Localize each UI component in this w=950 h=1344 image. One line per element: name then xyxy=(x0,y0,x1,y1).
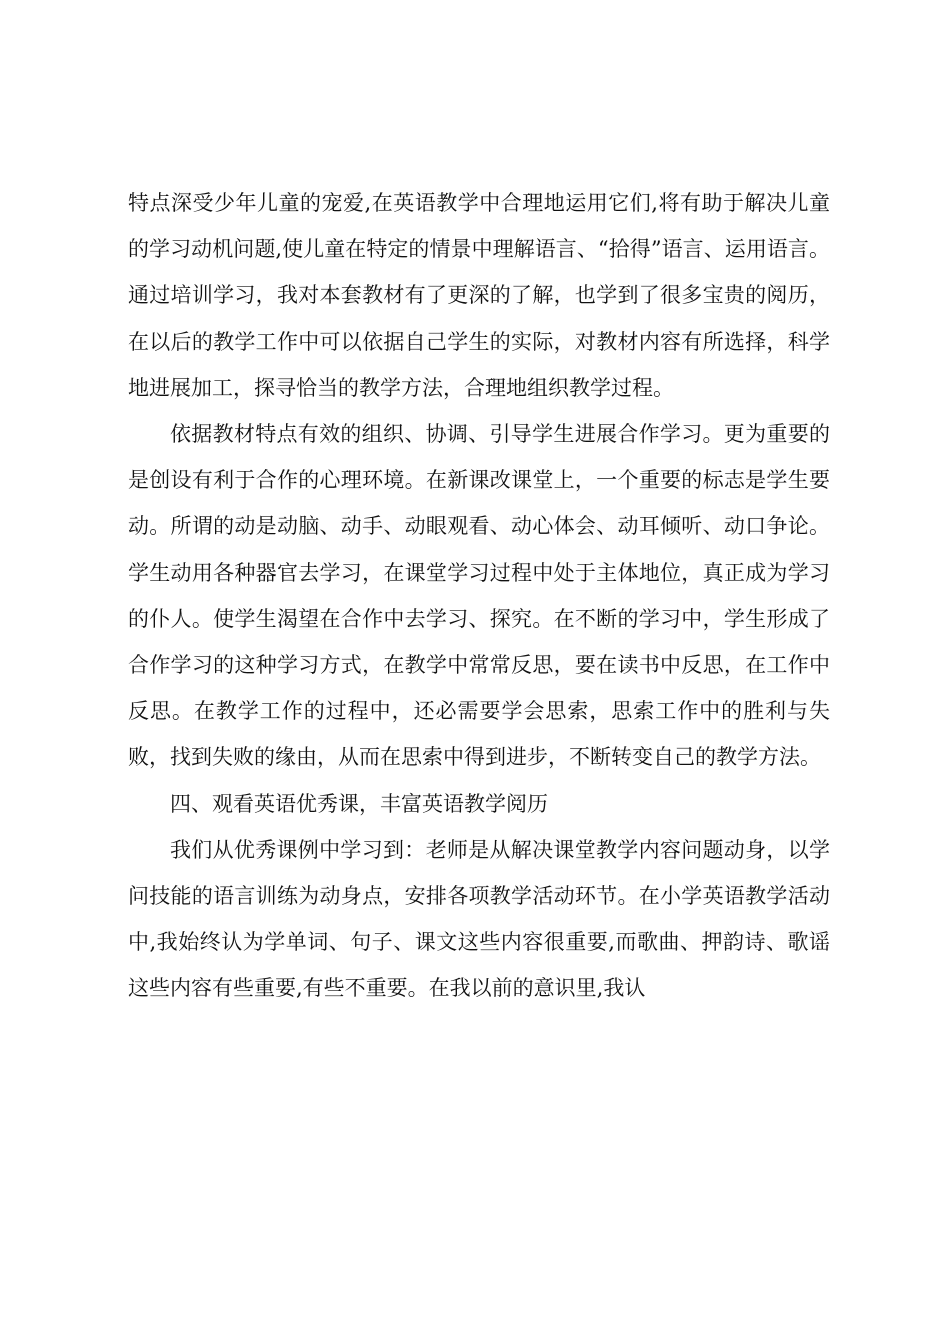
section-heading-four: 四、观看英语优秀课，丰富英语教学阅历 xyxy=(170,791,548,816)
paragraph-excellent-lessons: 我们从优秀课例中学习到：老师是从解决课堂教学内容问题动身，以学问技能的语言训练为动身点，安排各项教学活动环节。在小学英语教学活动中,我始终认为学单词、句子、课文这些内容很重要,而歌曲、押韵诗、歌谣这些内容有些重要,有些不重要。在我以前的意识里,我认 xyxy=(128,837,830,1001)
document-body xyxy=(128,180,830,1012)
paragraph-cooperative-learning: 依据教材特点有效的组织、协调、引导学生进展合作学习。更为重要的是创设有利于合作的心理环境。在新课改课堂上，一个重要的标志是学生要动。所谓的动是动脑、动手、动眼观看、动心体会、动耳倾听、动口争论。学生动用各种器官去学习，在课堂学习过程中处于主体地位，真正成为学习的仆人。使学生渴望在合作中去学习、探究。在不断的学习中，学生形成了合作学习的这种学习方式，在教学中常常反思，要在读书中反思，在工作中反思。在教学工作的过程中，还必需要学会思索，思索工作中的胜利与失败，找到失败的缘由，从而在思索中得到进步，不断转变自己的教学方法。 xyxy=(128,422,830,770)
paragraph-continuation: 特点深受少年儿童的宠爱,在英语教学中合理地运用它们,将有助于解决儿童的学习动机问题,使儿童在特定的情景中理解语言、“拾得”语言、运用语言。通过培训学习，我对本套教材有了更深的了解，也学到了很多宝贵的阅历，在以后的教学工作中可以依据自己学生的实际，对教材内容有所选择，科学地进展加工，探寻恰当的教学方法，合理地组织教学过程。 xyxy=(128,191,830,400)
